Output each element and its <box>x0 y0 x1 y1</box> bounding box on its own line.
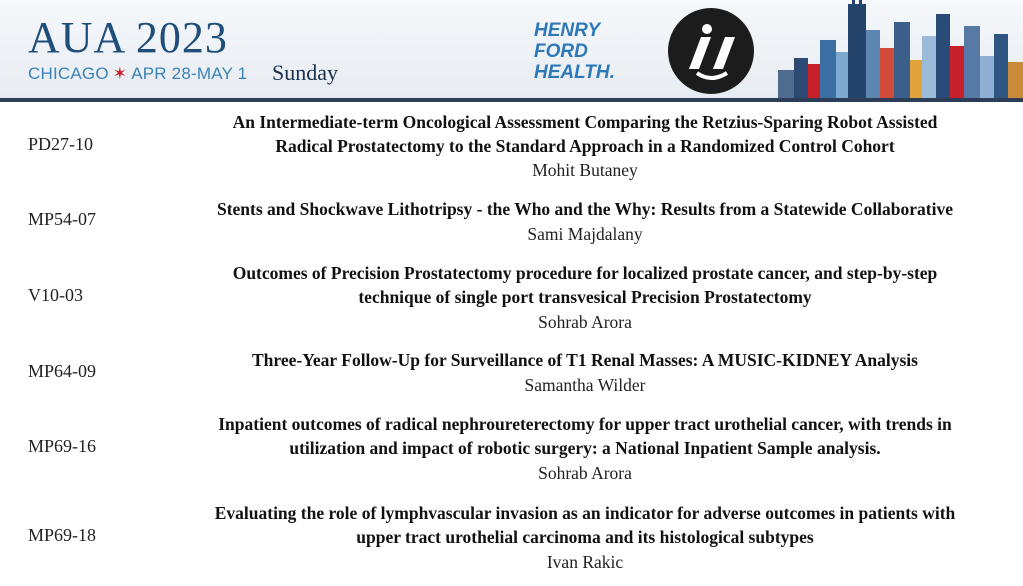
hfh-line-1: HENRY <box>534 20 601 41</box>
session-author: Mohit Butaney <box>532 160 638 180</box>
session-code: V10-03 <box>28 285 83 305</box>
session-title-line: utilization and impact of robotic surgery: a National Inpatient Sample analysis. <box>289 438 881 458</box>
session-title <box>140 110 1023 158</box>
session-title-line: Outcomes of Precision Prostatectomy procedure for localized prostate cancer, and step-by-step <box>232 263 938 283</box>
session-title <box>140 261 1023 309</box>
session-code: MP69-16 <box>28 436 97 456</box>
session-author: Sohrab Arora <box>538 312 632 332</box>
session-code: MP69-18 <box>28 525 97 545</box>
star-icon: ✶ <box>112 64 128 83</box>
aua-2023-logo: AUA 2023 <box>28 13 228 62</box>
session-title-line: upper tract urothelial carcinoma and its histological subtypes <box>356 527 814 547</box>
session-title <box>140 412 1023 460</box>
session-title <box>140 501 1023 549</box>
session-code: MP54-07 <box>28 209 97 229</box>
hfh-line-3: HEALTH. <box>534 62 615 83</box>
session-author: Sami Majdalany <box>527 224 643 244</box>
chicago-skyline-icon <box>778 0 1023 98</box>
session-title-line: technique of single port transvesical Precision Prostatectomy <box>358 287 812 307</box>
session-title-line: Evaluating the role of lymphvascular invasion as an indicator for adverse outcomes in patients with <box>214 503 956 523</box>
session-title-line: Radical Prostatectomy to the Standard Approach in a Randomized Control Cohort <box>275 136 895 156</box>
aua-city: CHICAGO <box>28 64 109 83</box>
institute-logo-icon <box>667 7 755 95</box>
session-title-line: An Intermediate-term Oncological Assessment Comparing the Retzius-Sparing Robot Assisted <box>232 112 938 132</box>
aua-dates: APR 28-MAY 1 <box>131 64 248 83</box>
day-label: Sunday <box>272 60 338 85</box>
session-title <box>140 348 1023 372</box>
session-title <box>140 197 1023 221</box>
session-title-line: Inpatient outcomes of radical nephroureterectomy for upper tract urothelial cancer, with trends in <box>218 414 952 434</box>
aua-location-dates <box>28 64 247 84</box>
hfh-line-2: FORD <box>534 41 588 62</box>
header-rule <box>0 98 1023 102</box>
session-author: Sohrab Arora <box>538 463 632 483</box>
session-author: Samantha Wilder <box>524 375 646 395</box>
session-code: PD27-10 <box>28 134 94 154</box>
session-title-line: Three-Year Follow-Up for Surveillance of T1 Renal Masses: A MUSIC-KIDNEY Analysis <box>252 350 918 370</box>
header-banner <box>0 0 1023 98</box>
session-title-line: Stents and Shockwave Lithotripsy - the Who and the Why: Results from a Statewide Collaborative <box>216 199 954 219</box>
henry-ford-health-logo <box>534 20 615 83</box>
session-author: Ivan Rakic <box>546 552 624 572</box>
session-code: MP64-09 <box>28 361 97 381</box>
